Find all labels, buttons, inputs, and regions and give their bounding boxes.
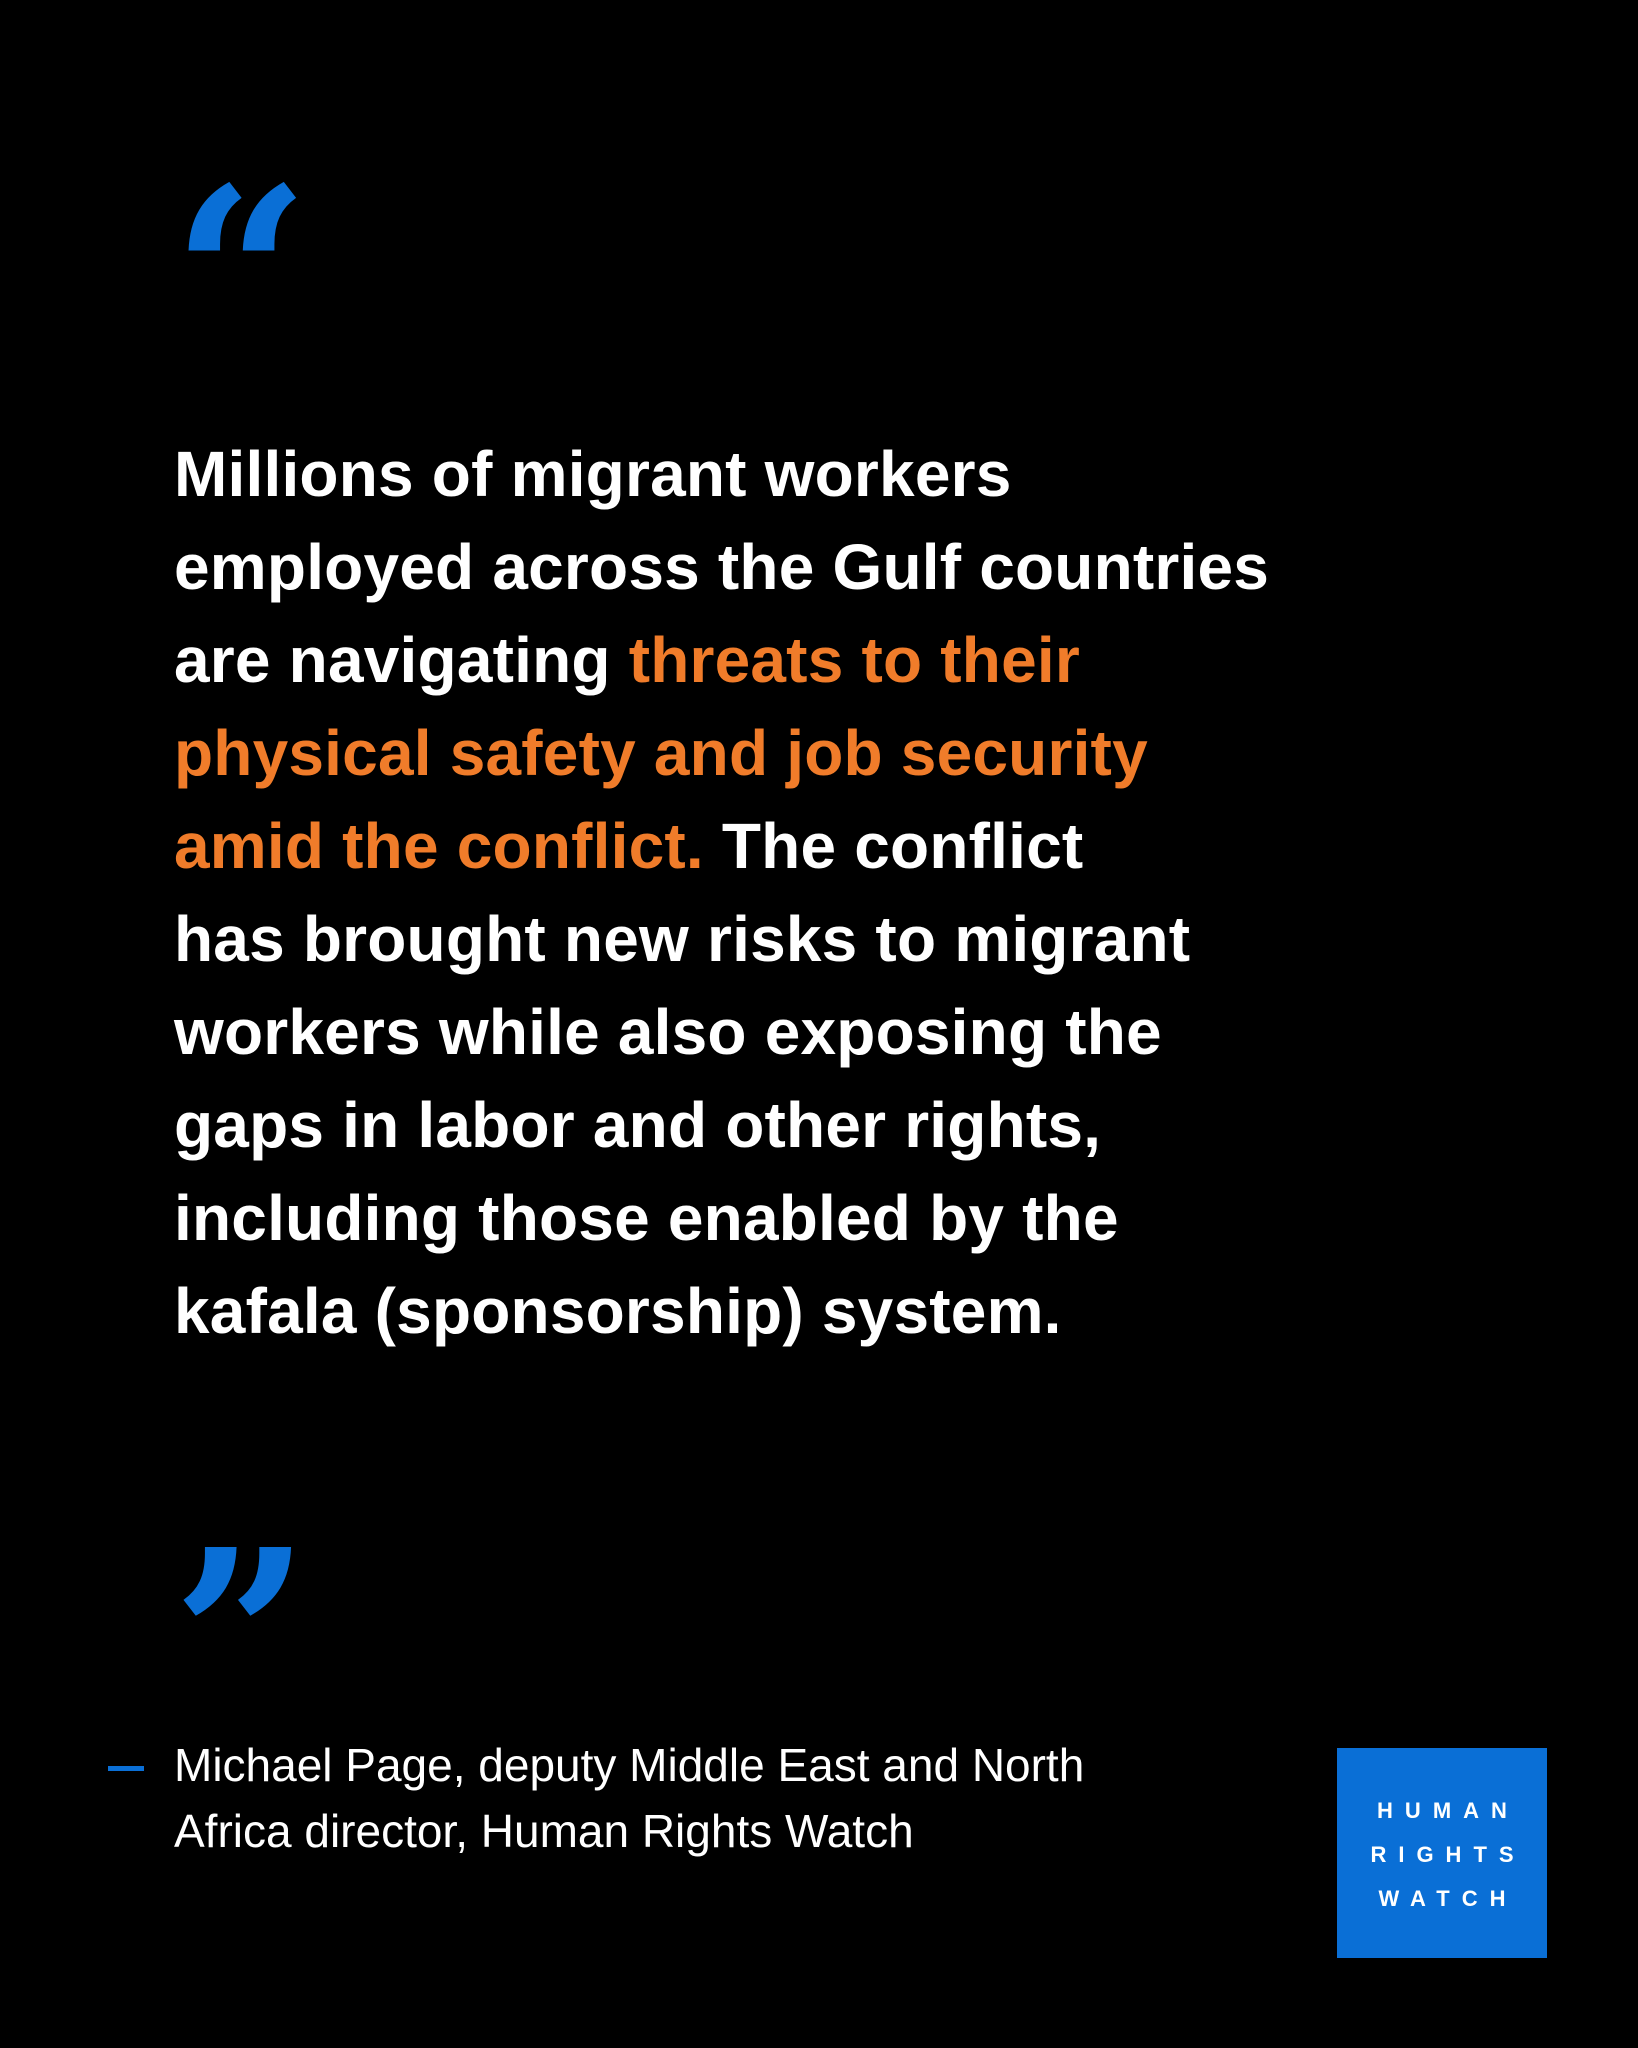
quote-segment: Millions of migrant workers — [174, 438, 1012, 510]
logo-line-human: HUMAN — [1377, 1798, 1519, 1823]
open-quote-mark — [172, 135, 311, 417]
quote-line — [174, 521, 1434, 614]
quote-segment: has brought new risks to migrant — [174, 903, 1191, 975]
quote-highlight: amid the conflict. — [174, 810, 704, 882]
quote-segment: including those enabled by the — [174, 1182, 1119, 1254]
quote-line — [174, 1079, 1434, 1172]
logo-line-watch: WATCH — [1378, 1886, 1518, 1911]
attribution — [108, 1732, 1258, 1864]
open-quote-glyph: “ — [172, 135, 311, 417]
quote-segment: workers while also exposing the — [174, 996, 1162, 1068]
quote-line — [174, 800, 1434, 893]
quote-segment: kafala (sponsorship) system. — [174, 1275, 1062, 1347]
quote-segment: employed across the Gulf countries — [174, 531, 1270, 603]
quote-line — [174, 1265, 1434, 1358]
close-quote-mark — [172, 1497, 311, 1779]
attribution-line-1: Michael Page, deputy Middle East and North — [174, 1739, 1085, 1791]
close-quote-glyph: ” — [172, 1497, 311, 1779]
quote-segment: are navigating — [174, 624, 629, 696]
hrw-logo — [1337, 1748, 1547, 1958]
quote-line — [174, 893, 1434, 986]
attribution-dash — [108, 1766, 144, 1771]
quote-text — [174, 428, 1434, 1358]
logo-line-rights: RIGHTS — [1370, 1842, 1526, 1867]
attribution-text — [174, 1732, 1258, 1864]
quote-segment: gaps in labor and other rights, — [174, 1089, 1102, 1161]
quote-line — [174, 614, 1434, 707]
quote-highlight: physical safety and job security — [174, 717, 1148, 789]
quote-line — [174, 1172, 1434, 1265]
quote-line — [174, 986, 1434, 1079]
quote-segment: The conflict — [703, 810, 1084, 882]
quote-line — [174, 707, 1434, 800]
quote-highlight: threats to their — [628, 624, 1080, 696]
quote-line — [174, 428, 1434, 521]
attribution-line-2: Africa director, Human Rights Watch — [174, 1805, 914, 1857]
